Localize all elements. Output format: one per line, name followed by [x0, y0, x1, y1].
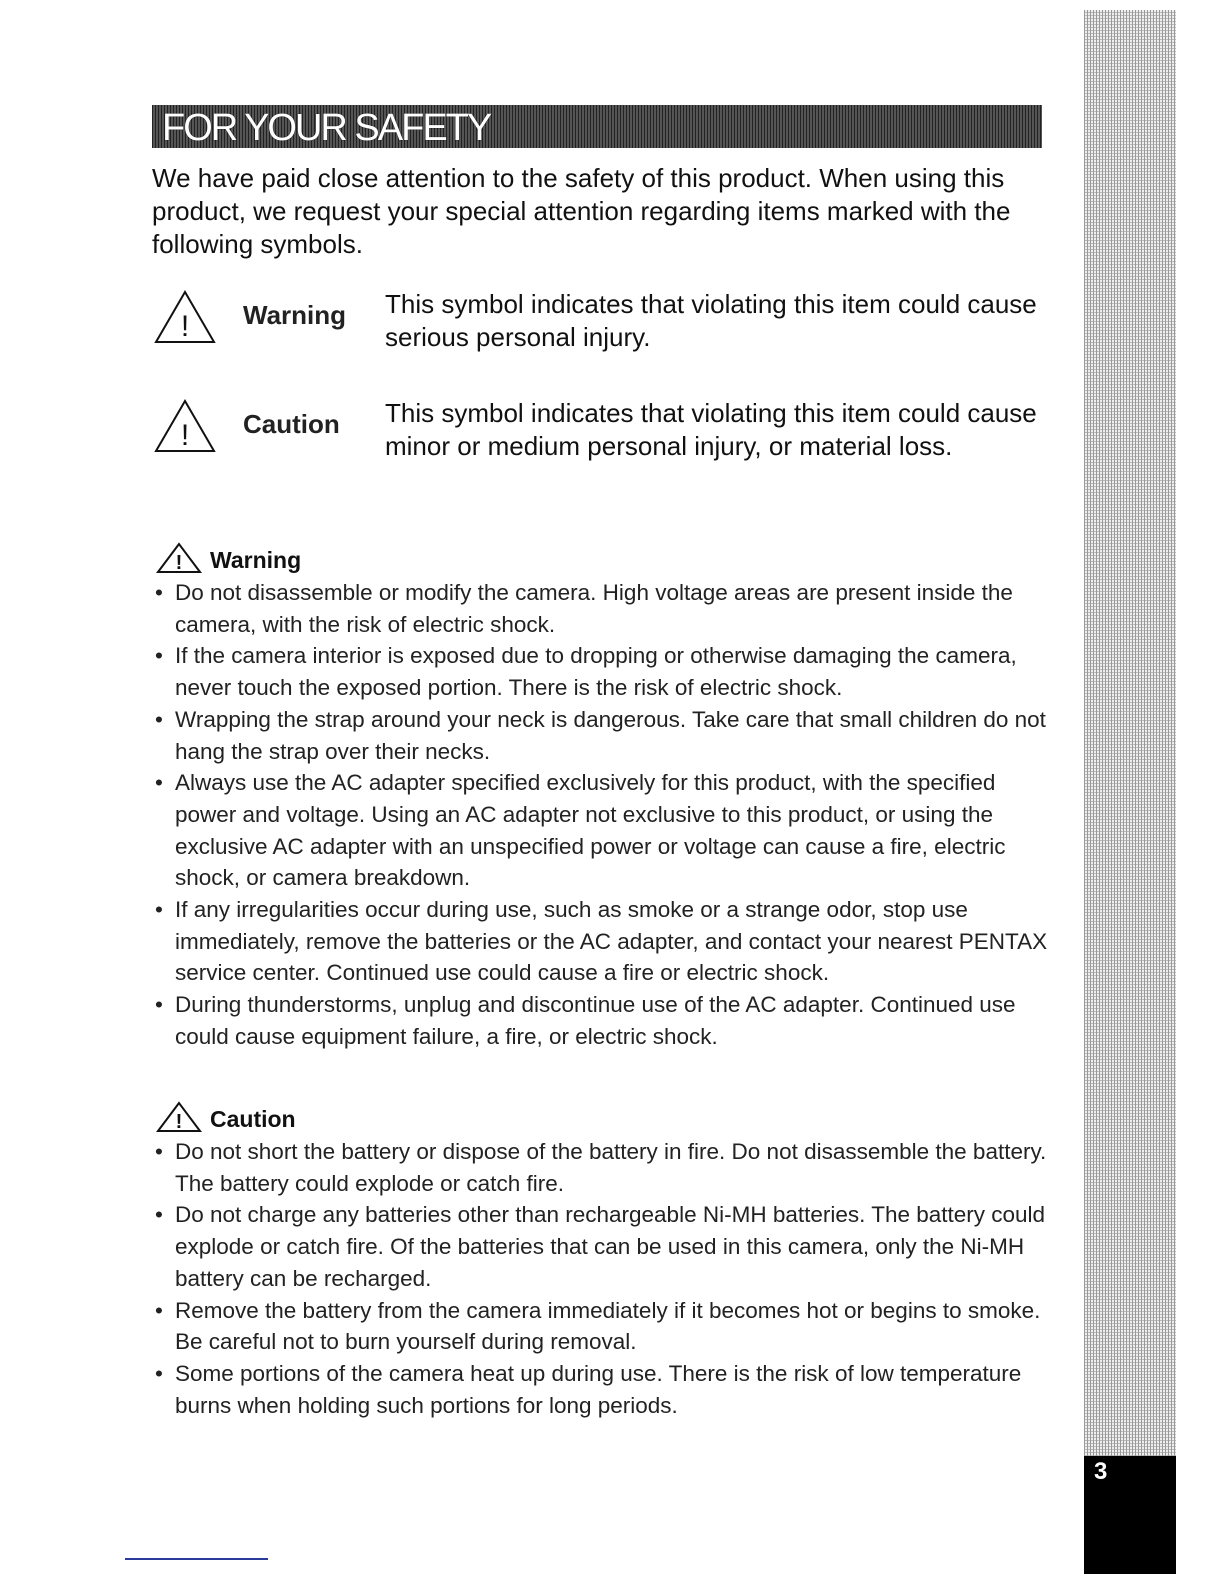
svg-text:!: !: [175, 1111, 183, 1133]
list-item: • Do not short the battery or dispose of the battery in fire. Do not disassemble the battery. The battery could explode or catch fire.: [155, 1136, 1055, 1199]
warning-triangle-icon: [152, 397, 218, 455]
list-item: • Remove the battery from the camera immediately if it becomes hot or begins to smoke. Be careful not to burn yourself during removal.: [155, 1295, 1055, 1358]
footer-rule: [125, 1558, 268, 1560]
warning-list: [155, 577, 1055, 1053]
symbol-label: Caution: [243, 409, 340, 439]
list-item: • Do not disassemble or modify the camera. High voltage areas are present inside the camera, with the risk of electric shock.: [155, 577, 1055, 640]
warning-triangle-icon: [155, 1100, 203, 1134]
page-number-box: [1084, 1456, 1176, 1574]
symbol-label: Warning: [243, 300, 347, 330]
list-item: • Some portions of the camera heat up during use. There is the risk of low temperature burns when holding such portions for long periods.: [155, 1358, 1055, 1421]
section-title: Warning: [210, 547, 302, 573]
caution-list: [155, 1136, 1055, 1421]
list-item: • If any irregularities occur during use, such as smoke or a strange odor, stop use immediately, remove the batteries or the AC adapter, and contact your nearest PENTAX service center. Continued use could cause a fire or electric shock.: [155, 894, 1055, 989]
side-tab-strip: [1084, 10, 1176, 1456]
svg-text:!: !: [175, 552, 183, 574]
svg-text:!: !: [180, 310, 190, 343]
svg-text:!: !: [180, 419, 190, 452]
warning-section: [155, 547, 1055, 1053]
section-header: [152, 105, 1042, 148]
list-item: • If the camera interior is exposed due to dropping or otherwise damaging the camera, never touch the exposed portion. There is the risk of electric shock.: [155, 640, 1055, 703]
list-item: • Do not charge any batteries other than rechargeable Ni-MH batteries. The battery could explode or catch fire. Of the batteries that can be used in this camera, only the Ni-MH battery can be recharged.: [155, 1199, 1055, 1294]
page-title: FOR YOUR SAFETY: [162, 107, 491, 149]
section-title: Caution: [210, 1106, 296, 1132]
warning-triangle-icon: [155, 541, 203, 575]
page-number: 3: [1094, 1458, 1108, 1485]
symbol-description: This symbol indicates that violating this item could cause minor or medium personal injury, or material loss.: [385, 398, 1037, 461]
list-item: • Wrapping the strap around your neck is dangerous. Take care that small children do not hang the strap over their necks.: [155, 704, 1055, 767]
intro-text: We have paid close attention to the safety of this product. When using this product, we request your special attention regarding items marked with the following symbols.: [152, 163, 1011, 259]
caution-section: [155, 1106, 1055, 1421]
symbol-description: This symbol indicates that violating this item could cause serious personal injury.: [385, 289, 1037, 352]
warning-triangle-icon: [152, 288, 218, 346]
list-item: • During thunderstorms, unplug and discontinue use of the AC adapter. Continued use could cause equipment failure, a fire, or electric shock.: [155, 989, 1055, 1052]
list-item: • Always use the AC adapter specified exclusively for this product, with the specified power and voltage. Using an AC adapter not exclusive to this product, or using the exclusive AC adapter with an unspecified power or voltage can cause a fire, electric shock, or camera breakdown.: [155, 767, 1055, 894]
